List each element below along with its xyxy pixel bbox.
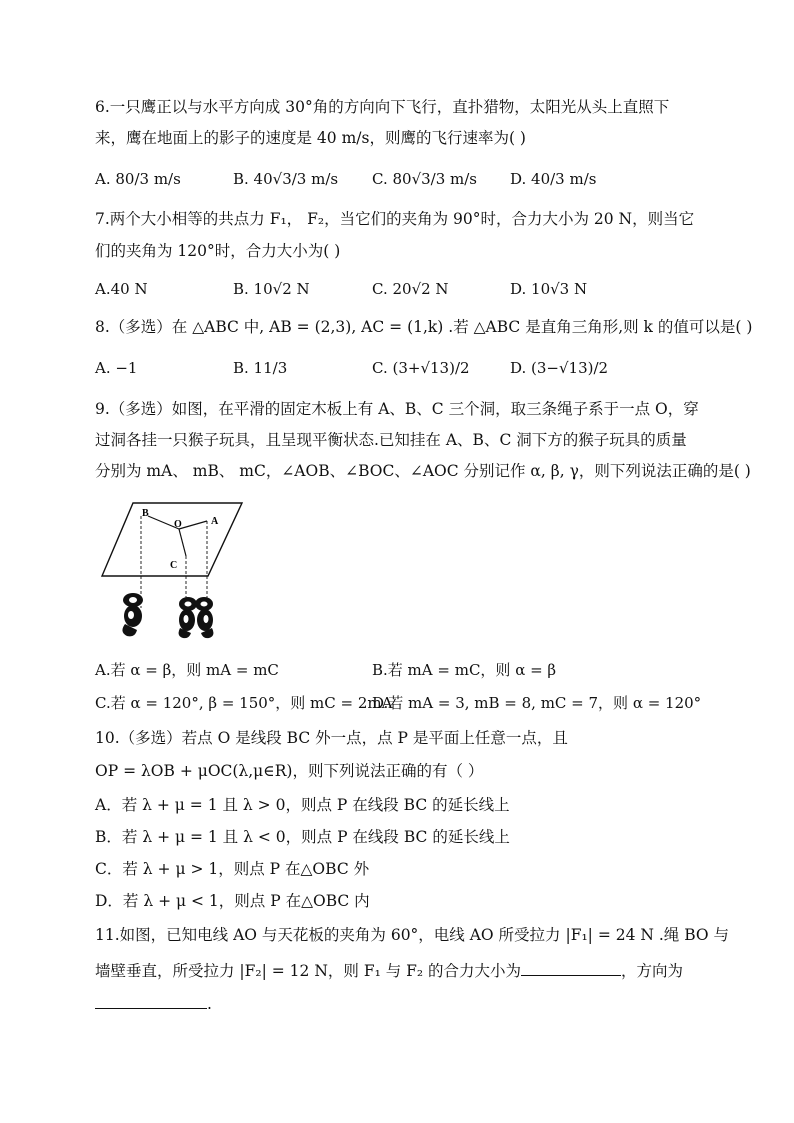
q7-option-a: A.40 N (95, 280, 148, 298)
q8-option-b: B. 11/3 (233, 359, 288, 377)
label-c: C (170, 560, 178, 571)
monkey-a-icon (195, 597, 213, 638)
q7-line2: 们的夹角为 120°时，合力大小为( ) (95, 242, 341, 260)
monkey-b-icon (122, 593, 143, 636)
q9-option-b: B.若 mA = mC，则 α = β (372, 661, 557, 679)
q11-answer-blank-2[interactable] (95, 992, 207, 1009)
q11-line2 (95, 959, 683, 982)
q8-option-d: D. (3−√13)/2 (510, 359, 609, 377)
q8-option-c: C. (3+√13)/2 (372, 359, 470, 377)
q7-option-c: C. 20√2 N (372, 280, 449, 298)
q10-option-d: D．若 λ + μ < 1，则点 P 在△OBC 内 (95, 892, 370, 910)
q11-line1: 11.如图，已知电线 AO 与天花板的夹角为 60°，电线 AO 所受拉力 |F₁| = 24 N .绳 BO 与 (95, 926, 730, 944)
q10-option-c: C．若 λ + μ > 1，则点 P 在△OBC 外 (95, 860, 370, 878)
q10-option-b: B．若 λ + μ = 1 且 λ < 0，则点 P 在线段 BC 的延长线上 (95, 828, 510, 846)
label-b: B (142, 508, 149, 519)
q6-option-c: C. 80√3/3 m/s (372, 170, 478, 188)
q11-line3 (95, 992, 212, 1015)
q6-option-a: A. 80/3 m/s (95, 170, 181, 188)
q9-line3: 分别为 mA、 mB、 mC，∠AOB、∠BOC、∠AOC 分别记作 α, β, γ，则下列说法正确的是( ) (95, 462, 751, 480)
q7-option-b: B. 10√2 N (233, 280, 310, 298)
q6-option-b: B. 40√3/3 m/s (233, 170, 339, 188)
q10-line1: 10.（多选）若点 O 是线段 BC 外一点，点 P 是平面上任意一点，且 (95, 729, 568, 747)
q6-line2: 来，鹰在地面上的影子的速度是 40 m/s，则鹰的飞行速率为( ) (95, 129, 526, 147)
q6-option-d: D. 40/3 m/s (510, 170, 597, 188)
q9-figure (100, 500, 250, 650)
q9-option-d: D.若 mA = 3, mB = 8, mC = 7，则 α = 120° (372, 694, 702, 712)
q10-line2: OP = λOB + μOC(λ,μ∈R)，则下列说法正确的有（ ） (95, 762, 484, 780)
q9-option-c: C.若 α = 120°, β = 150°，则 mC = 2mA (95, 694, 393, 712)
label-o: O (174, 519, 182, 530)
q9-option-a: A.若 α = β，则 mA = mC (95, 661, 279, 679)
q6-line1: 6.一只鹰正以与水平方向成 30°角的方向向下飞行，直扑猎物，太阳光从头上直照下 (95, 98, 670, 116)
q10-option-a: A．若 λ + μ = 1 且 λ > 0，则点 P 在线段 BC 的延长线上 (95, 796, 510, 814)
rope-oa (179, 521, 207, 529)
rope-oc (179, 529, 186, 556)
label-a: A (211, 516, 219, 527)
monkey-c-icon (179, 597, 197, 638)
q11-line2-suffix: ，方向为 (621, 962, 684, 980)
q8-option-a: A. −1 (95, 359, 138, 377)
q8-line1: 8.（多选）在 △ABC 中, AB = (2,3), AC = (1,k) .若 △ABC 是直角三角形,则 k 的值可以是( ) (95, 318, 753, 336)
q11-line2-text: 墙壁垂直，所受拉力 |F₂| = 12 N，则 F₁ 与 F₂ 的合力大小为 (95, 962, 522, 980)
q11-answer-blank-1[interactable] (521, 959, 621, 976)
q9-line2: 过洞各挂一只猴子玩具，且呈现平衡状态.已知挂在 A、B、C 洞下方的猴子玩具的质量 (95, 431, 687, 449)
q7-option-d: D. 10√3 N (510, 280, 588, 298)
q11-line3-period: . (207, 995, 212, 1013)
q7-line1: 7.两个大小相等的共点力 F₁， F₂，当它们的夹角为 90°时，合力大小为 20 N，则当它 (95, 210, 695, 228)
q9-line1: 9.（多选）如图，在平滑的固定木板上有 A、B、C 三个洞，取三条绳子系于一点 O，穿 (95, 400, 699, 418)
